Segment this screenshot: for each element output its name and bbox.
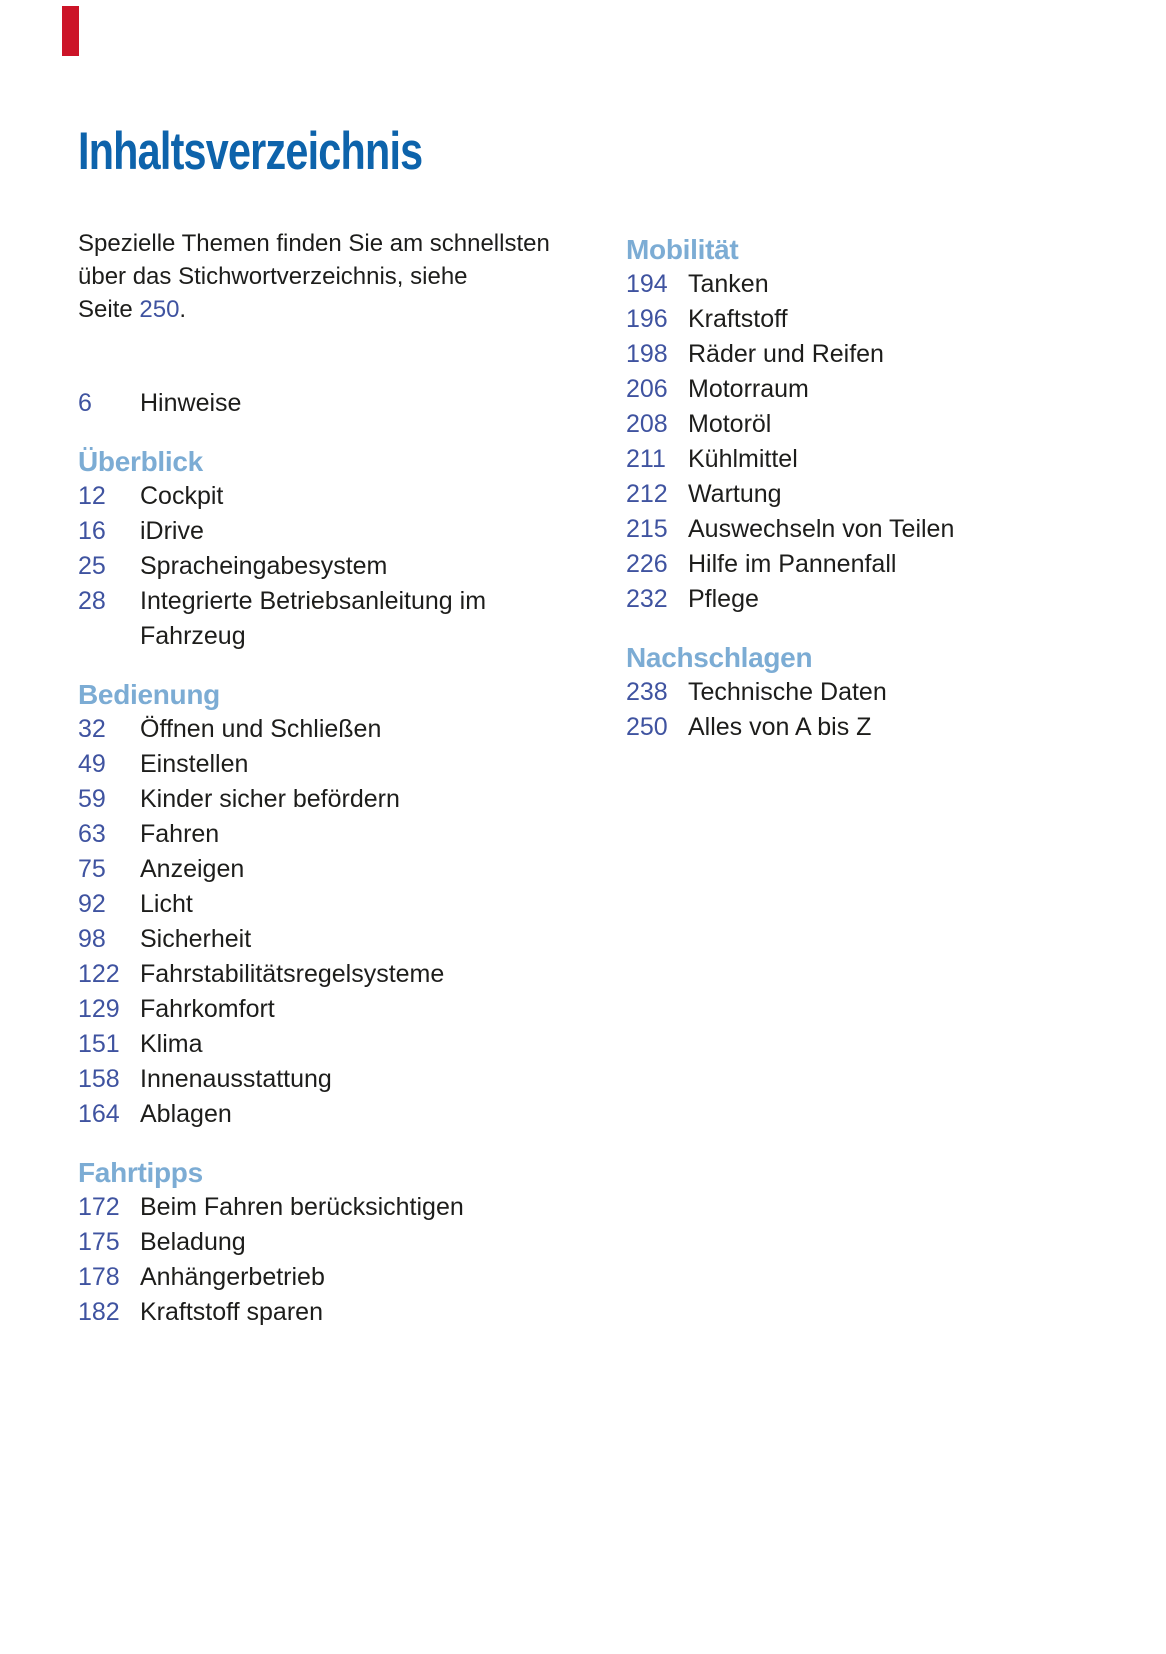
toc-entry: [626, 547, 1096, 582]
red-bookmark-tab: [62, 6, 79, 56]
intro-line-prefix: Seite: [78, 296, 140, 323]
toc-entry: [626, 372, 1096, 407]
toc-entry-label: Hilfe im Pannenfall: [688, 550, 897, 578]
left-column: [78, 0, 578, 1330]
toc-entry-page-number[interactable]: 212: [626, 480, 668, 508]
toc-entry-page-number[interactable]: 49: [78, 750, 106, 778]
toc-entry-label: Auswechseln von Teilen: [688, 515, 955, 543]
toc-entry: [626, 710, 1096, 745]
toc-entry-label: Sicherheit: [140, 925, 252, 953]
toc-entry-label: Kühlmittel: [688, 445, 798, 473]
toc-entry: [626, 582, 1096, 617]
toc-entry-page-number[interactable]: 198: [626, 340, 668, 368]
toc-entry-page-number[interactable]: 25: [78, 552, 106, 580]
toc-section: [626, 232, 1096, 617]
toc-entry: [78, 747, 578, 782]
toc-section-entries: [626, 267, 1096, 617]
toc-entry: [78, 514, 578, 549]
toc-section-heading: Mobilität: [626, 234, 739, 265]
toc-entry: [626, 442, 1096, 477]
toc-entry-label: Alles von A bis Z: [688, 713, 872, 741]
toc-entry: [78, 922, 578, 957]
toc-entry-page-number[interactable]: 164: [78, 1100, 120, 1128]
intro-line: Spezielle Themen finden Sie am schnellsten: [78, 230, 550, 257]
toc-entry-label: Öffnen und Schließen: [140, 715, 382, 743]
toc-entry-page-number[interactable]: 63: [78, 820, 106, 848]
toc-entry-page-number[interactable]: 158: [78, 1065, 120, 1093]
toc-entry-page-number[interactable]: 206: [626, 375, 668, 403]
toc-entry-label: Cockpit: [140, 482, 224, 510]
toc-entry: [626, 337, 1096, 372]
toc-section-heading: Fahrtipps: [78, 1157, 203, 1188]
index-page-link[interactable]: 250: [139, 296, 180, 323]
toc-entry-label: Kraftstoff sparen: [140, 1298, 323, 1326]
toc-entry: [626, 267, 1096, 302]
toc-entry-label: Pflege: [688, 585, 759, 613]
toc-entry-page-number[interactable]: 16: [78, 517, 106, 545]
toc-entry: [78, 1062, 578, 1097]
toc-entry-page-number[interactable]: 178: [78, 1263, 120, 1291]
toc-section: [78, 444, 578, 654]
right-column: [626, 0, 1096, 745]
toc-entry-page-number[interactable]: 208: [626, 410, 668, 438]
toc-entry-page-number[interactable]: 28: [78, 587, 106, 615]
toc-entry-label: Anzeigen: [140, 855, 245, 883]
toc-entry-label: Fahrkomfort: [140, 995, 275, 1023]
toc-entry-page-number[interactable]: 92: [78, 890, 106, 918]
toc-entry-page-number[interactable]: 226: [626, 550, 668, 578]
toc-entry: [78, 1225, 578, 1260]
toc-entry-page-number[interactable]: 59: [78, 785, 106, 813]
toc-entry-page-number[interactable]: 172: [78, 1193, 120, 1221]
toc-section-heading: Bedienung: [78, 679, 220, 710]
toc-entry: [78, 957, 578, 992]
toc-section-entries: [626, 675, 1096, 745]
toc-section-entries: [78, 479, 578, 654]
toc-entry-label: Spracheingabesystem: [140, 552, 388, 580]
toc-entry-page-number[interactable]: 196: [626, 305, 668, 333]
toc-entry-label: Motoröl: [688, 410, 772, 438]
toc-entry: [78, 1097, 578, 1132]
right-column-sections: [626, 232, 1096, 745]
toc-entry-label: Licht: [140, 890, 193, 918]
toc-entry: [78, 584, 578, 654]
toc-section: [626, 640, 1096, 745]
toc-entry-label: Integrierte Betriebsanleitung im Fahrzeug: [140, 587, 487, 650]
toc-entry-page-number[interactable]: 75: [78, 855, 106, 883]
toc-entry-label: Beim Fahren berücksichtigen: [140, 1193, 464, 1221]
intro-line-suffix: .: [179, 296, 187, 323]
toc-entry: [78, 479, 578, 514]
toc-entry-label: Kinder sicher befördern: [140, 785, 400, 813]
toc-section: [78, 1155, 578, 1330]
page-title: Inhaltsverzeichnis: [78, 122, 423, 181]
toc-entry-label: Kraftstoff: [688, 305, 788, 333]
toc-entry-page-number[interactable]: 238: [626, 678, 668, 706]
toc-entry-label: Anhängerbetrieb: [140, 1263, 325, 1291]
toc-entry: [78, 1295, 578, 1330]
toc-entry: [78, 386, 578, 421]
intro-paragraph: [78, 227, 578, 326]
toc-entry-label: Motorraum: [688, 375, 809, 403]
toc-entry: [78, 992, 578, 1027]
toc-entry-label: Fahrstabilitätsregelsysteme: [140, 960, 445, 988]
toc-section-entries: [78, 712, 578, 1132]
toc-entry-page-number[interactable]: 98: [78, 925, 106, 953]
toc-entry: [78, 712, 578, 747]
toc-section-heading: Nachschlagen: [626, 642, 813, 673]
toc-entry-label: Räder und Reifen: [688, 340, 884, 368]
toc-section: [78, 677, 578, 1132]
intro-line: [78, 293, 578, 326]
toc-entry-page-number[interactable]: 12: [78, 482, 106, 510]
toc-entry: [78, 782, 578, 817]
toc-entry-page-number[interactable]: 151: [78, 1030, 120, 1058]
intro-line: über das Stichwortverzeichnis, siehe: [78, 263, 468, 290]
toc-entry-label: Beladung: [140, 1228, 246, 1256]
toc-entry: [626, 407, 1096, 442]
toc-entry: [626, 512, 1096, 547]
left-column-sections: [78, 444, 578, 1330]
toc-entry-label: Klima: [140, 1030, 203, 1058]
toc-entry-label: iDrive: [140, 517, 204, 545]
toc-section-entries: [78, 1190, 578, 1330]
toc-entry-page-number[interactable]: 215: [626, 515, 668, 543]
toc-entry-page-number[interactable]: 6: [78, 389, 92, 417]
toc-entry: [626, 675, 1096, 710]
toc-entry-label: Hinweise: [140, 389, 242, 417]
toc-entry-label: Innenausstattung: [140, 1065, 332, 1093]
toc-entry-label: Wartung: [688, 480, 782, 508]
toc-entry-page-number[interactable]: 194: [626, 270, 668, 298]
toc-entry: [78, 887, 578, 922]
toc-entry: [78, 549, 578, 584]
toc-entry: [78, 1027, 578, 1062]
toc-entry-label: Tanken: [688, 270, 769, 298]
toc-entry: [78, 1260, 578, 1295]
toc-entry-label: Einstellen: [140, 750, 249, 778]
toc-entry-page-number[interactable]: 32: [78, 715, 106, 743]
toc-entry-page-number[interactable]: 211: [626, 445, 666, 473]
toc-entry: [626, 302, 1096, 337]
toc-entry-label: Fahren: [140, 820, 220, 848]
toc-entry-page-number[interactable]: 175: [78, 1228, 120, 1256]
toc-entry-page-number[interactable]: 232: [626, 585, 668, 613]
toc-entry: [78, 1190, 578, 1225]
toc-entry-page-number[interactable]: 182: [78, 1298, 120, 1326]
toc-entry: [78, 852, 578, 887]
toc-entry: [626, 477, 1096, 512]
toc-entry: [78, 817, 578, 852]
toc-entry-page-number[interactable]: 122: [78, 960, 120, 988]
toc-entry-label: Technische Daten: [688, 678, 887, 706]
toc-section-heading: Überblick: [78, 446, 203, 477]
toc-entry-page-number[interactable]: 250: [626, 713, 668, 741]
toc-entry-page-number[interactable]: 129: [78, 995, 120, 1023]
toc-entry-label: Ablagen: [140, 1100, 232, 1128]
